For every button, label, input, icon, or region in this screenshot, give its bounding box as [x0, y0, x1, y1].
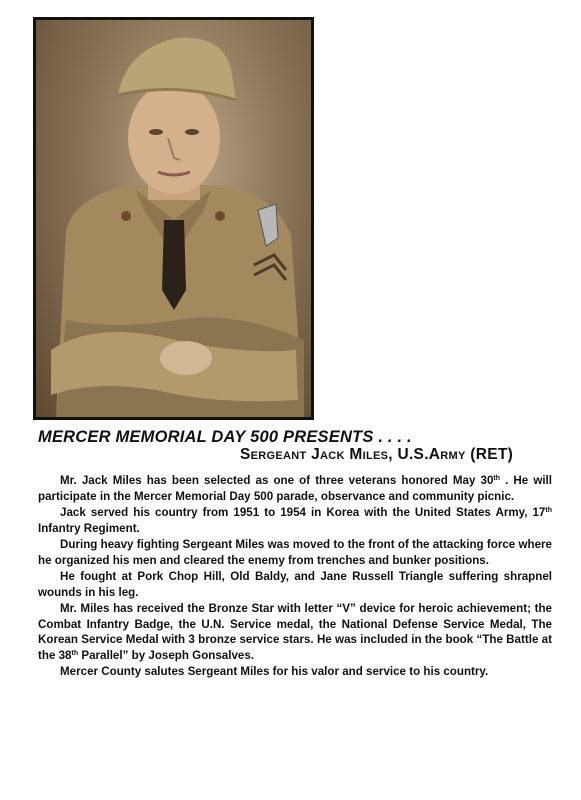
paragraph-medals: Mr. Miles has received the Bronze Star with letter “V” device for heroic achievement; the Combat Infantry Badge, the U.N. Service medal, the National Defense Service Medal, The Korean Service Medal with 3 bronze service stars. He was included in the book “The Battle at the 38th Parallel” by Joseph Gonsalves.	[38, 602, 552, 662]
paragraph-fighting: During heavy fighting Sergeant Miles was moved to the front of the attacking force where he organized his men and cleared the enemy from trenches and bunker positions.	[38, 538, 552, 567]
paragraph-battles: He fought at Pork Chop Hill, Old Baldy, and Jane Russell Triangle suffering shrapnel wounds in his leg.	[38, 570, 552, 599]
paragraph-service: Jack served his country from 1951 to 1954 in Korea with the United States Army, 17th Infantry Regiment.	[38, 506, 552, 535]
page-subtitle: Sergeant Jack Miles, U.S.Army (RET)	[240, 446, 514, 463]
biography-text	[38, 473, 552, 681]
page-title: MERCER MEMORIAL DAY 500 PRESENTS . . . .	[38, 428, 412, 446]
portrait-frame	[33, 17, 314, 420]
paragraph-salute: Mercer County salutes Sergeant Miles for his valor and service to his country.	[60, 665, 489, 678]
paragraph-honored: Mr. Jack Miles has been selected as one of three veterans honored May 30th . He will participate in the Mercer Memorial Day 500 parade, observance and community picnic.	[38, 474, 552, 503]
soldier-portrait-photo	[36, 20, 311, 417]
